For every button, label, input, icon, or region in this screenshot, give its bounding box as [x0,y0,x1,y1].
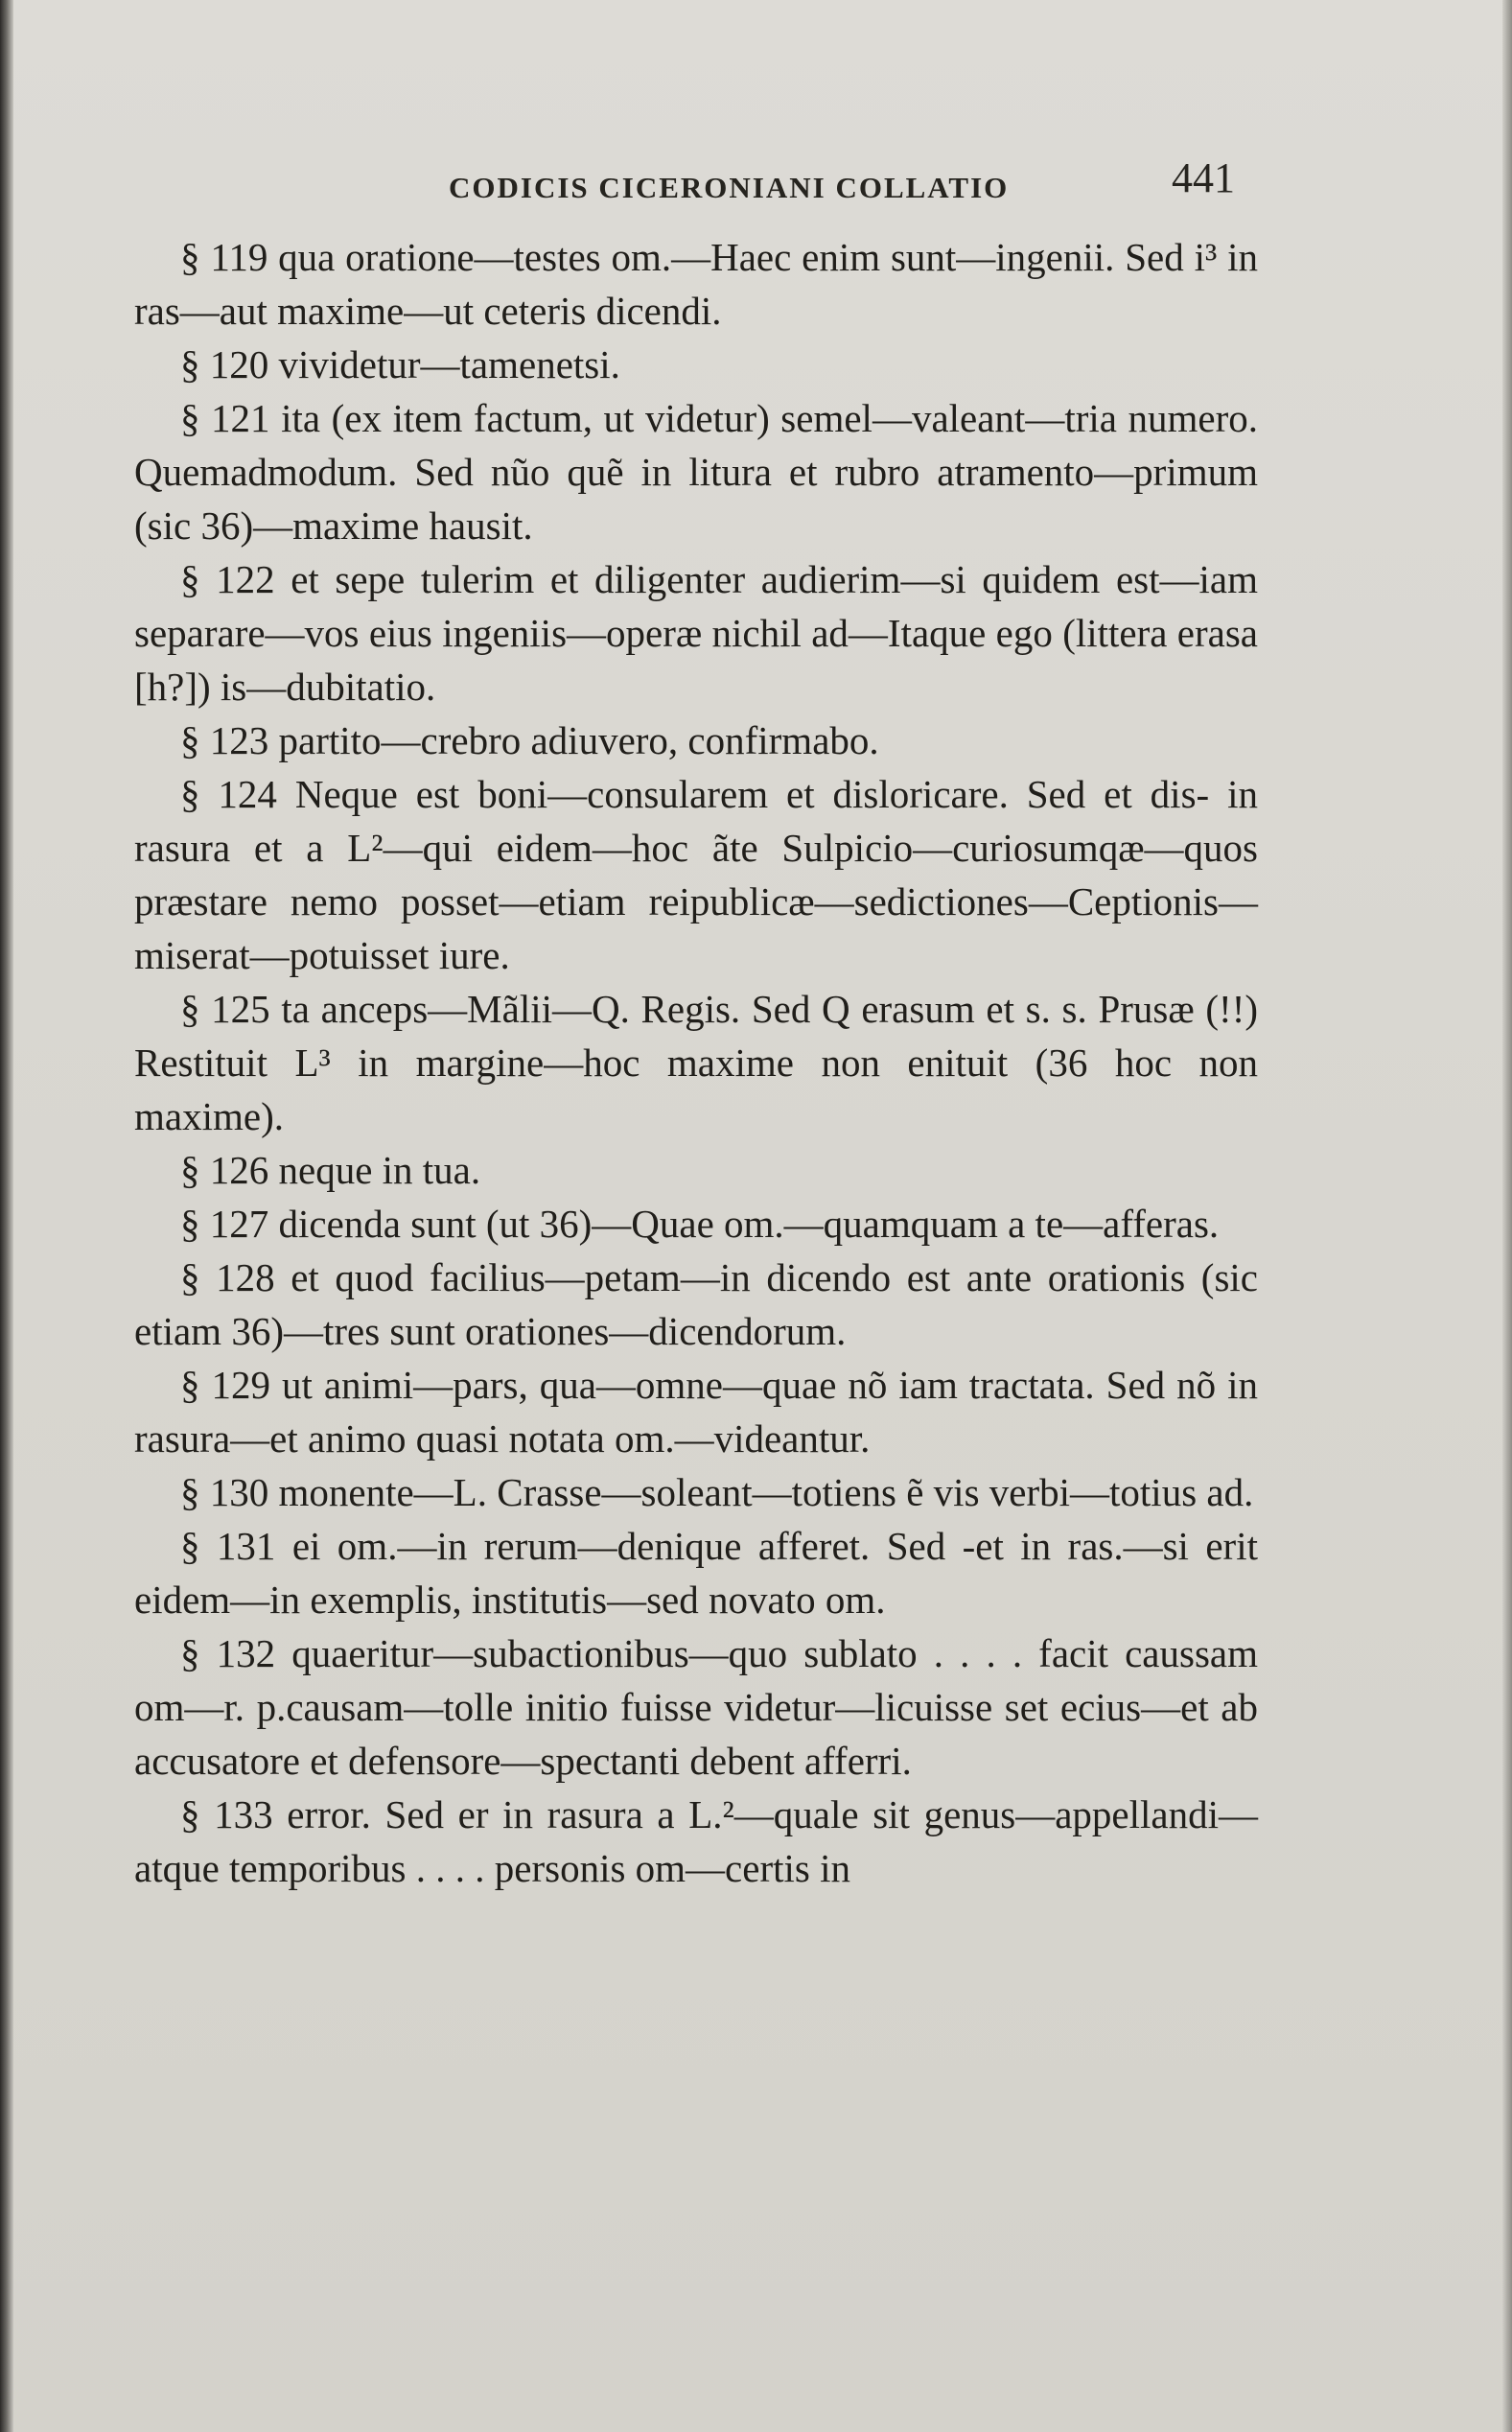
paragraph-125: § 125 ta anceps—Mãlii—Q. Regis. Sed Q erasum et s. s. Prusæ (!!) Restituit L³ in margine—hoc maxime non enituit (36 hoc non maxime). [134,987,1258,1138]
paragraph-122: § 122 et sepe tulerim et diligenter audierim—si quidem est—iam separare—vos eius ingeniis—operæ nichil ad—Itaque ego (littera erasa [h?]) is—dubitatio. [134,557,1258,709]
paragraph-128: § 128 et quod facilius—petam—in dicendo est ante orationis (sic etiam 36)—tres sunt orationes—dicendorum. [134,1255,1258,1353]
page-number: 441 [1172,154,1235,201]
paragraph-126: § 126 neque in tua. [180,1148,481,1192]
page-binding-shadow [0,0,13,2432]
paragraph-130: § 130 monente—L. Crasse—soleant—totiens ẽ vis verbi—totius ad. [180,1470,1254,1514]
paragraph-132: § 132 quaeritur—subactionibus—quo sublato . . . . facit caussam om—r. p.causam—tolle initio fuisse videtur—licuisse set ecius—et ab accusatore et defensore—spectanti debent afferri. [134,1631,1258,1783]
paragraph-119: § 119 qua oratione—testes om.—Haec enim sunt—ingenii. Sed i³ in ras—aut maxime—ut ceteris dicendi. [134,235,1258,333]
paragraph-123: § 123 partito—crebro adiuvero, confirmabo. [180,718,879,762]
paragraph-120: § 120 vividetur—tamenetsi. [180,342,620,386]
running-title: CODICIS CICERONIANI COLLATIO [449,171,1010,204]
paragraph-124: § 124 Neque est boni—consularem et disloricare. Sed et dis- in rasura et a L²—qui eidem—hoc ãte Sulpicio—curiosumqæ—quos præstare nemo posset—etiam reipublicæ—sedictiones—Ceptionis—miserat—potuisset iure. [134,772,1258,977]
page-edge [1502,0,1512,2432]
body-text [134,230,1258,1895]
paragraph-131: § 131 ei om.—in rerum—denique afferet. Sed -et in ras.—si erit eidem—in exemplis, institutis—sed novato om. [134,1524,1258,1622]
paragraph-129: § 129 ut animi—pars, qua—omne—quae nõ iam tractata. Sed nõ in rasura—et animo quasi notata om.—videantur. [134,1363,1258,1461]
paragraph-121: § 121 ita (ex item factum, ut videtur) semel—valeant—tria numero. Quemadmodum. Sed nũo quẽ in litura et rubro atramento—primum (sic 36)—maxime hausit. [134,396,1258,548]
paragraph-133: § 133 error. Sed er in rasura a L.²—quale sit genus—appellandi—atque temporibus . . . . personis om—certis in [134,1792,1258,1890]
paragraph-127: § 127 dicenda sunt (ut 36)—Quae om.—quamquam a te—afferas. [180,1202,1220,1246]
